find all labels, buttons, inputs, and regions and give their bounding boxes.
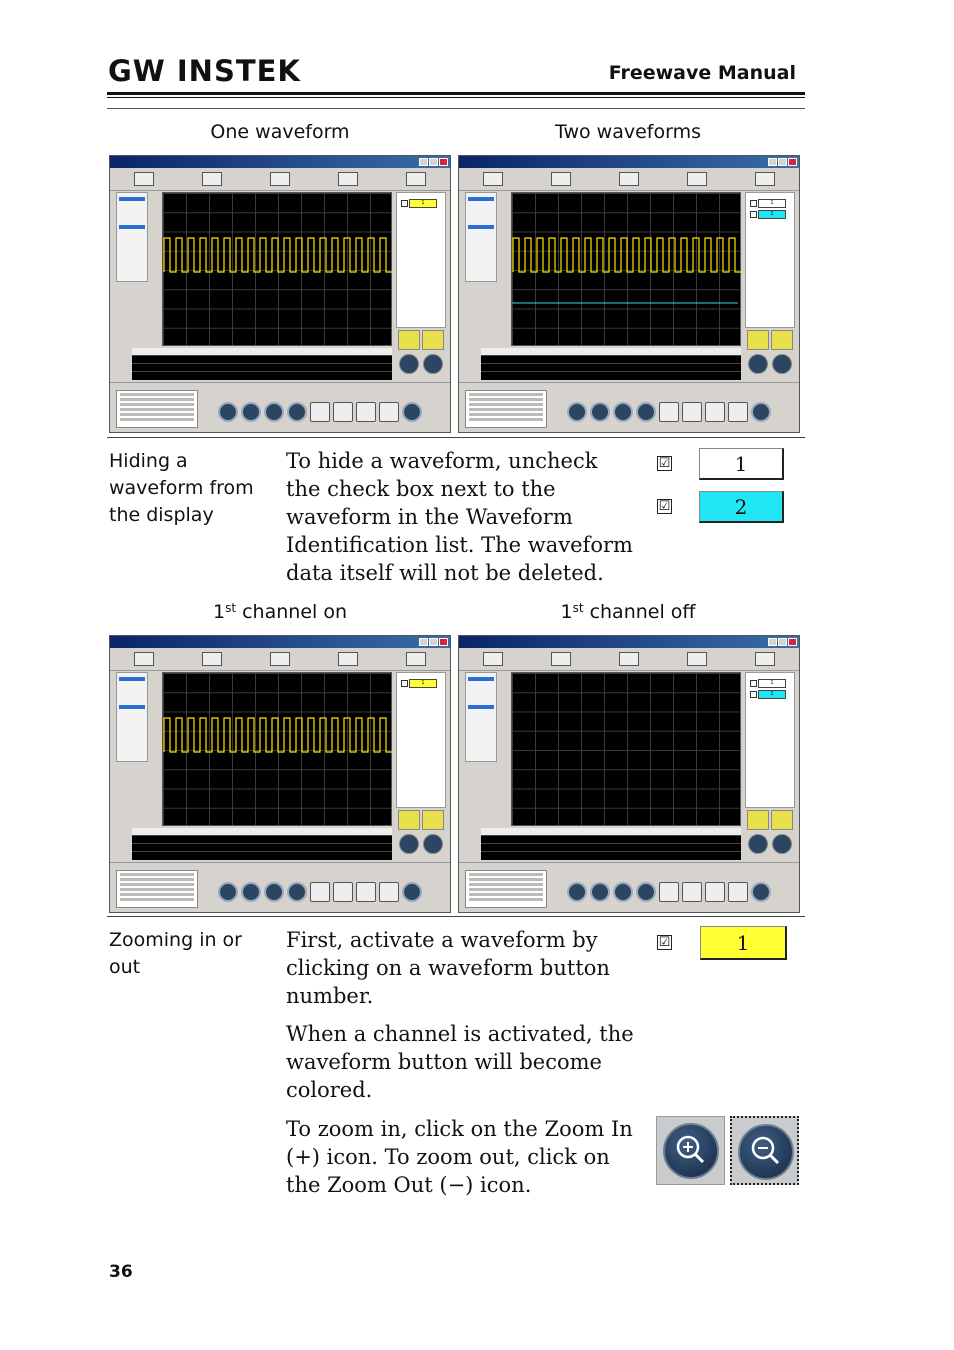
toolbar — [110, 648, 450, 671]
toolbar — [110, 168, 450, 191]
header-rule-thin — [107, 97, 805, 98]
zoom-para-3: To zoom in, click on the Zoom In (+) icon. To zoom out, click on the Zoom Out (−) icon. — [286, 1117, 633, 1197]
status-line — [459, 862, 799, 863]
window-buttons — [768, 638, 797, 646]
waveform-traces — [511, 192, 741, 346]
playback-controls — [567, 402, 771, 422]
title-bar — [459, 636, 799, 648]
log-list — [465, 870, 547, 908]
checkbox-2[interactable]: ☑ — [658, 499, 671, 514]
page-number: 36 — [109, 1262, 133, 1282]
id-button[interactable]: 1 — [409, 199, 437, 208]
title-bar — [110, 636, 450, 648]
id-checkbox[interactable] — [750, 211, 757, 218]
window-buttons — [419, 638, 448, 646]
toolbar — [459, 648, 799, 671]
title-bar — [459, 156, 799, 168]
nav-controls — [396, 810, 446, 856]
id-button[interactable]: 2 — [758, 210, 786, 219]
caption-channel-on: 1st channel on — [213, 601, 347, 623]
status-line — [110, 862, 450, 863]
caption-channel-off: 1st channel off — [560, 601, 696, 623]
playback-controls — [218, 882, 422, 902]
waveform-button-active[interactable]: 1 — [700, 926, 787, 960]
waveform-id-list — [745, 192, 795, 328]
checkbox-1[interactable]: ☑ — [658, 456, 671, 471]
id-checkbox[interactable] — [750, 691, 757, 698]
measurement-table — [481, 828, 741, 860]
nav-controls — [745, 330, 795, 376]
waveform-id-list — [745, 672, 795, 808]
playback-controls — [567, 882, 771, 902]
screenshot-one-waveform — [109, 155, 451, 433]
hide-section-label: Hiding a waveform from the display — [109, 450, 254, 526]
zoom-section-label: Zooming in or out — [109, 929, 242, 978]
screenshot-channel-on — [109, 635, 451, 913]
brand-logo: GW INSTEK — [108, 54, 301, 88]
nav-controls — [745, 810, 795, 856]
waveform-id-list — [396, 672, 446, 808]
screenshot-channel-off — [458, 635, 800, 913]
table-top-rule — [107, 108, 805, 109]
caption-two-waveforms: Two waveforms — [555, 121, 701, 143]
manual-title: Freewave Manual — [608, 62, 796, 84]
id-button[interactable]: 1 — [409, 679, 437, 688]
waveform-traces — [162, 192, 392, 346]
source-panel — [116, 192, 148, 282]
waveform-traces — [511, 672, 741, 826]
id-button[interactable]: 1 — [758, 199, 786, 208]
window-buttons — [419, 158, 448, 166]
zoom-out-button[interactable] — [730, 1116, 799, 1185]
zoom-para-2: When a channel is activated, the waveform button will become colored. — [286, 1022, 634, 1102]
source-panel — [465, 192, 497, 282]
id-checkbox[interactable] — [750, 200, 757, 207]
id-button[interactable]: 1 — [758, 679, 786, 688]
nav-controls — [396, 330, 446, 376]
status-line — [459, 382, 799, 383]
waveform-id-list — [396, 192, 446, 328]
header-rule — [107, 92, 805, 95]
playback-controls — [218, 402, 422, 422]
section-divider — [107, 437, 805, 438]
id-checkbox[interactable] — [401, 680, 408, 687]
section-divider-2 — [107, 916, 805, 917]
measurement-table — [481, 348, 741, 380]
source-panel — [116, 672, 148, 762]
measurement-table — [132, 348, 392, 380]
measurement-table — [132, 828, 392, 860]
source-panel — [465, 672, 497, 762]
log-list — [116, 390, 198, 428]
title-bar — [110, 156, 450, 168]
waveform-button-1[interactable]: 1 — [699, 448, 784, 480]
id-checkbox[interactable] — [750, 680, 757, 687]
waveform-button-2[interactable]: 2 — [699, 491, 784, 523]
id-checkbox[interactable] — [401, 200, 408, 207]
status-line — [110, 382, 450, 383]
caption-one-waveform: One waveform — [210, 121, 350, 143]
log-list — [116, 870, 198, 908]
waveform-traces — [162, 672, 392, 826]
zoom-para-1: First, activate a waveform by clicking on a waveform button number. — [286, 928, 610, 1008]
screenshot-two-waveforms — [458, 155, 800, 433]
zoom-in-icon — [657, 1117, 726, 1186]
zoom-out-icon — [732, 1118, 801, 1187]
zoom-in-button[interactable] — [656, 1116, 725, 1185]
toolbar — [459, 168, 799, 191]
log-list — [465, 390, 547, 428]
id-button[interactable]: 2 — [758, 690, 786, 699]
checkbox-zoom[interactable]: ☑ — [658, 935, 671, 950]
hide-section-text: To hide a waveform, uncheck the check box next to the waveform in the Waveform Identification list. The waveform data itself will not be deleted. — [286, 449, 633, 585]
window-buttons — [768, 158, 797, 166]
